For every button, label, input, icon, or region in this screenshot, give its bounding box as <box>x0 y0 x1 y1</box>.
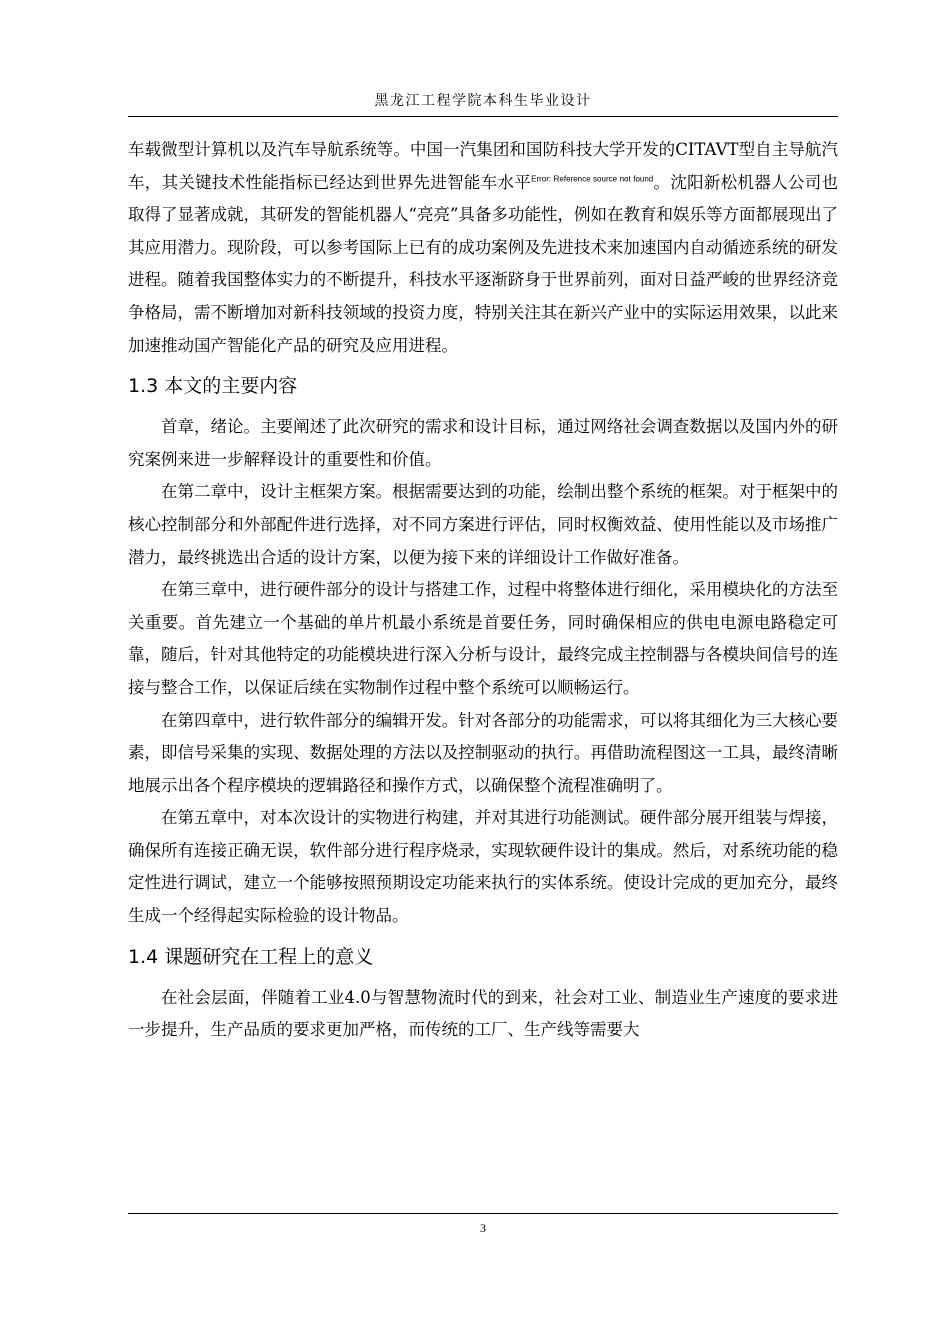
page-number: 3 <box>480 1221 486 1235</box>
intro-paragraph <box>128 134 838 362</box>
section-1-3-paragraph-2: 在第二章中，设计主框架方案。根据需要达到的功能，绘制出整个系统的框架。对于框架中的核心控制部分和外部配件进行选择，对不同方案进行评估，同时权衡效益、使用性能以及市场推广潜力，最终挑选出合适的设计方案，以便为接下来的详细设计工作做好准备。 <box>128 482 838 567</box>
page-body <box>128 134 838 1047</box>
section-1-4-paragraph-1: 在社会层面，伴随着工业4.0与智慧物流时代的到来，社会对工业、制造业生产速度的要求进一步提升，生产品质的要求更加严格，而传统的工厂、生产线等需要大 <box>128 987 838 1040</box>
footer-divider <box>128 1213 838 1214</box>
intro-text-part-2: 。沈阳新松机器人公司也取得了显著成就，其研发的智能机器人“亮亮”具备多功能性，例如在教育和娱乐等方面都展现出了其应用潜力。现阶段，可以参考国际上已有的成功案例及先进技术来加速国内自动循迹系统的研发进程。随着我国整体实力的不断提升，科技水平逐渐跻身于世界前列，面对日益严峻的世界经济竞争格局，需不断增加对新科技领域的投资力度，特别关注其在新兴产业中的实际运用效果，以此来加速推动国产智能化产品的研究及应用进程。 <box>128 172 839 355</box>
intro-text-part-1: 车载微型计算机以及汽车导航系统等。中国一汽集团和国防科技大学开发的CITAVT型自主导航汽车，其关键技术性能指标已经达到世界先进智能车水平 <box>128 140 838 192</box>
section-1-3-paragraph-3: 在第三章中，进行硬件部分的设计与搭建工作，过程中将整体进行细化，采用模块化的方法至关重要。首先建立一个基础的单片机最小系统是首要任务，同时确保相应的供电电源电路稳定可靠，随后，针对其他特定的功能模块进行深入分析与设计，最终完成主控制器与各模块间信号的连接与整合工作，以保证后续在实物制作过程中整个系统可以顺畅运行。 <box>128 580 838 697</box>
page-header-title: 黑龙江工程学院本科生毕业设计 <box>374 93 592 109</box>
reference-error-1: Error: Reference source not found <box>531 174 654 184</box>
section-1-3-paragraph-4: 在第四章中，进行软件部分的编辑开发。针对各部分的功能需求，可以将其细化为三大核心要素，即信号采集的实现、数据处理的方法以及控制驱动的执行。再借助流程图这一工具，最终清晰地展示出各个程序模块的逻辑路径和操作方式，以确保整个流程准确明了。 <box>128 710 838 795</box>
header-divider <box>128 116 838 117</box>
section-1-3-paragraph-5: 在第五章中，对本次设计的实物进行构建，并对其进行功能测试。硬件部分展开组装与焊接，确保所有连接正确无误，软件部分进行程序烧录，实现软硬件设计的集成。然后，对系统功能的稳定性进行调试，建立一个能够按照预期设定功能来执行的实体系统。使设计完成的更加充分，最终生成一个经得起实际检验的设计物品。 <box>128 808 838 926</box>
section-1-4-heading: 1.4 课题研究在工程上的意义 <box>128 945 374 968</box>
section-1-3-paragraph-1: 首章，绪论。主要阐述了此次研究的需求和设计目标，通过网络社会调查数据以及国内外的研究案例来进一步解释设计的重要性和价值。 <box>128 417 838 469</box>
section-1-3-heading: 1.3 本文的主要内容 <box>128 375 298 398</box>
